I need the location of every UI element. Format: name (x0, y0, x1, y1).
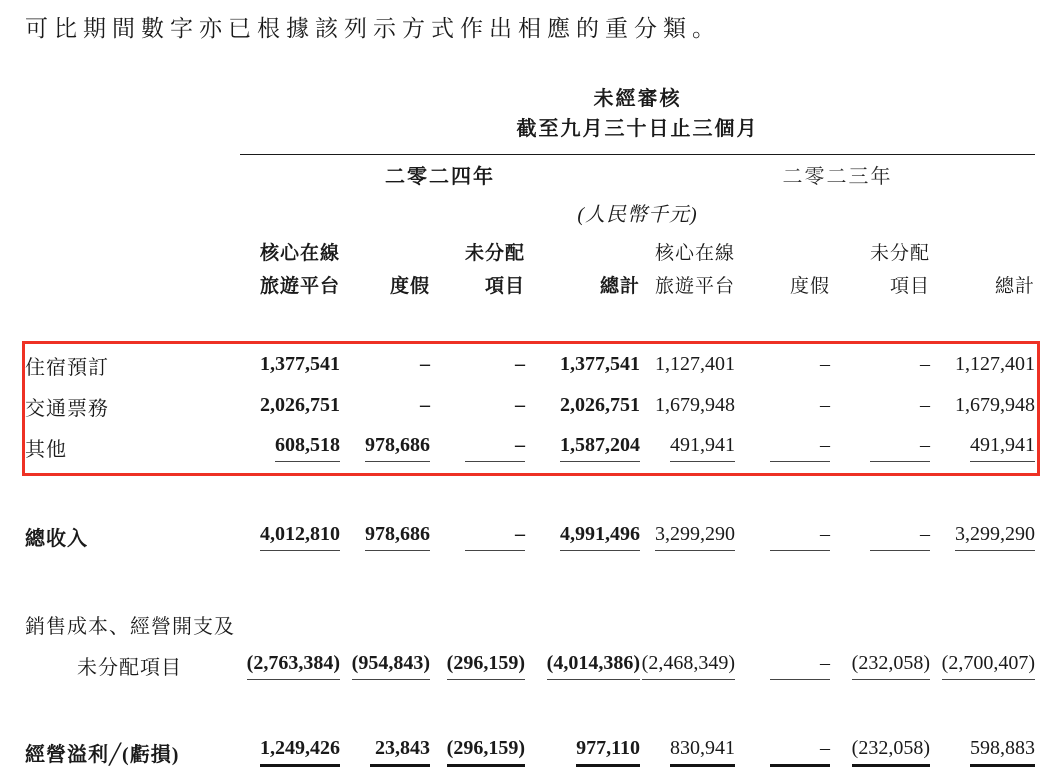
cell-value: 491,941 (670, 434, 735, 462)
table-row-total-revenue (25, 510, 1035, 551)
cell-value: – (465, 523, 525, 551)
period-header (240, 84, 1035, 155)
cell-value: (2,700,407) (942, 652, 1035, 680)
row-label: 總收入 (25, 527, 88, 550)
col-vacation-2024: 度假 (389, 275, 430, 297)
currency-row (25, 195, 1035, 231)
cell-value: – (465, 434, 525, 462)
cell-value: – (515, 393, 525, 416)
cell-value: 1,377,541 (560, 352, 640, 375)
cell-value: 1,679,948 (955, 393, 1035, 416)
table-row-transport (25, 380, 1035, 421)
cell-value: – (420, 393, 430, 416)
row-label-line2: 未分配項目 (77, 656, 182, 679)
cell-value: (4,014,386) (547, 652, 640, 680)
year-2023-label: 二零二三年 (782, 166, 893, 189)
cell-value: 978,686 (365, 434, 430, 462)
row-label: 其他 (25, 438, 67, 461)
cell-value: 1,587,204 (560, 434, 640, 462)
cell-value: 830,941 (670, 737, 735, 767)
table-header-row (25, 84, 1035, 155)
col-vacation-2023: 度假 (789, 275, 830, 297)
cell-value: 977,110 (576, 737, 640, 767)
cell-value: 23,843 (370, 737, 430, 767)
cell-value: (2,468,349) (642, 652, 735, 680)
cell-value: 4,012,810 (260, 523, 340, 551)
row-label: 住宿預訂 (25, 356, 109, 379)
row-label: 經營溢利╱(虧損) (25, 743, 180, 766)
cell-value: – (515, 352, 525, 375)
cell-value: 1,679,948 (655, 393, 735, 416)
cell-value: 608,518 (275, 434, 340, 462)
cell-value: (954,843) (352, 652, 430, 680)
year-row (25, 155, 1035, 195)
intro-paragraph: 可比期間數字亦已根據該列示方式作出相應的重分類。 (25, 16, 721, 41)
cell-value: (232,058) (852, 652, 930, 680)
cell-value: 1,249,426 (260, 737, 340, 767)
cell-value: 1,127,401 (655, 352, 735, 375)
cell-value: – (920, 393, 930, 416)
period-label: 截至九月三十日止三個月 (516, 118, 759, 140)
cell-value: 2,026,751 (560, 393, 640, 416)
cell-value: 1,377,541 (260, 352, 340, 375)
cell-value: – (870, 523, 930, 551)
unaudited-label: 未經審核 (593, 88, 682, 110)
cell-value: (2,763,384) (247, 652, 340, 680)
currency-note: (人民幣千元) (577, 204, 698, 226)
cell-value: – (820, 352, 830, 375)
col-total-2024: 總計 (599, 275, 640, 297)
cell-value: – (920, 352, 930, 375)
row-label: 交通票務 (25, 397, 109, 420)
table-row-costs-values (25, 639, 1035, 680)
cell-value: 598,883 (970, 737, 1035, 767)
table-row-costs-label (25, 599, 1035, 639)
col-unallocated-2023: 未分配 項目 (869, 242, 930, 297)
table-row-others (25, 421, 1035, 462)
cell-value: – (770, 737, 830, 767)
col-core-2023: 核心在線 旅遊平台 (654, 242, 735, 297)
cell-value: (296,159) (447, 652, 525, 680)
cell-value: – (770, 652, 830, 680)
cell-value: (296,159) (447, 737, 525, 767)
cell-value: 978,686 (365, 523, 430, 551)
cell-value: 3,299,290 (655, 523, 735, 551)
year-2024-label: 二零二四年 (385, 166, 495, 189)
table-row-operating-profit (25, 726, 1035, 767)
cell-value: – (420, 352, 430, 375)
cell-value: 2,026,751 (260, 393, 340, 416)
column-header-row (25, 231, 1035, 303)
cell-value: 1,127,401 (955, 352, 1035, 375)
row-label-line1: 銷售成本、經營開支及 (25, 615, 235, 638)
cell-value: 3,299,290 (955, 523, 1035, 551)
col-core-2024: 核心在線 旅遊平台 (259, 242, 340, 297)
cell-value: (232,058) (852, 737, 930, 767)
cell-value: – (820, 393, 830, 416)
cell-value: – (870, 434, 930, 462)
cell-value: 491,941 (970, 434, 1035, 462)
col-unallocated-2024: 未分配 項目 (464, 242, 525, 297)
table-row-accommodation (25, 339, 1035, 380)
cell-value: – (770, 434, 830, 462)
col-total-2023: 總計 (994, 275, 1035, 297)
cell-value: – (770, 523, 830, 551)
segment-table (25, 84, 1035, 767)
cell-value: 4,991,496 (560, 523, 640, 551)
